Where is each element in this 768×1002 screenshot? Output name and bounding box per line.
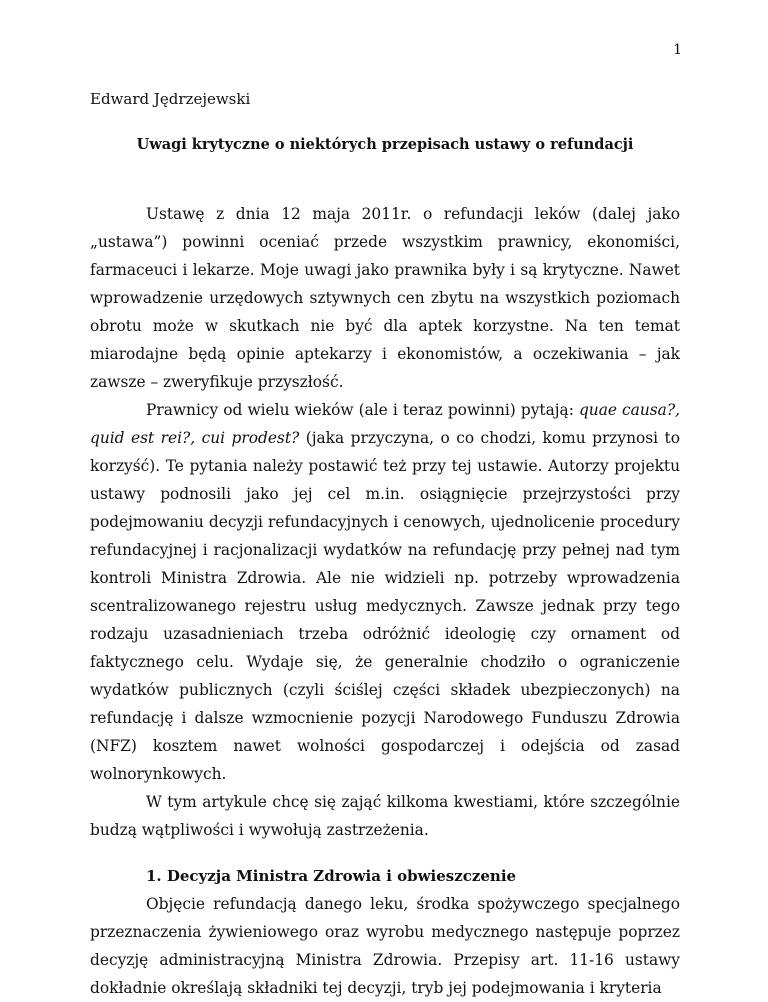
page-number: 1 <box>673 42 682 58</box>
paragraph-questions-rest: (jaka przyczyna, o co chodzi, komu przynosi to korzyść). Te pytania należy postawić też przy tej ustawie. Autorzy projektu ustawy podnosili jako jej cel m.in. osiągnięcie przejrzystości przy podejmowaniu decyzji refundacyjnych i cenowych, ujednolicenie procedury refundacyjnej i racjonalizacji wydatków na refundację przy pełnej nad tym kontroli Ministra Zdrowia. Ale nie widzieli np. potrzeby wprowadzenia scentralizowanego rejestru usług medycznych. Zawsze jednak przy tego rodzaju uzasadnieniach trzeba odróżnić ideologię czy ornament od faktycznego celu. Wydaje się, że generalnie chodziło o ograniczenie wydatków publicznych (czyli ściślej części składek ubezpieczonych) na refundację i dalsze wzmocnienie pozycji Narodowego Funduszu Zdrowia (NFZ) kosztem nawet wolności gospodarczej i odejścia od zasad wolnorynkowych. <box>90 429 681 783</box>
author-name: Edward Jędrzejewski <box>90 90 251 108</box>
document-title: Uwagi krytyczne o niektórych przepisach ustawy o refundacji <box>136 136 634 153</box>
paragraph-section-1: Objęcie refundacją danego leku, środka spożywczego specjalnego przeznaczenia żywieniowego oraz wyrobu medycznego następuje poprzez decyzję administracyjną Ministra Zdrowia. Przepisy art. 11-16 ustawy dokładnie określają składniki tej decyzji, tryb jej podejmowania i kryteria <box>90 895 680 997</box>
document-body <box>90 200 680 1002</box>
section-heading-1: 1. Decyzja Ministra Zdrowia i obwieszczenie <box>146 867 517 885</box>
paragraph-intro: Ustawę z dnia 12 maja 2011r. o refundacji leków (dalej jako „ustawa”) powinni oceniać przede wszystkim prawnicy, ekonomiści, farmaceuci i lekarze. Moje uwagi jako prawnika były i są krytyczne. Nawet wprowadzenie urzędowych sztywnych cen zbytu na wszystkich poziomach obrotu może w skutkach nie być dla aptek korzystne. Na ten temat miarodajne będą opinie aptekarzy i ekonomistów, a oczekiwania – jak zawsze – zweryfikuje przyszłość. <box>90 205 680 391</box>
latin-questions: quae causa?, quid est rei?, cui prodest? <box>90 401 680 447</box>
paragraph-questions <box>90 396 680 788</box>
paragraph-scope: W tym artykule chcę się zająć kilkoma kwestiami, które szczególnie budzą wątpliwości i wywołują zastrzeżenia. <box>90 793 680 839</box>
paragraph-questions-lead: Prawnicy od wielu wieków (ale i teraz powinni) pytają: <box>146 401 579 419</box>
